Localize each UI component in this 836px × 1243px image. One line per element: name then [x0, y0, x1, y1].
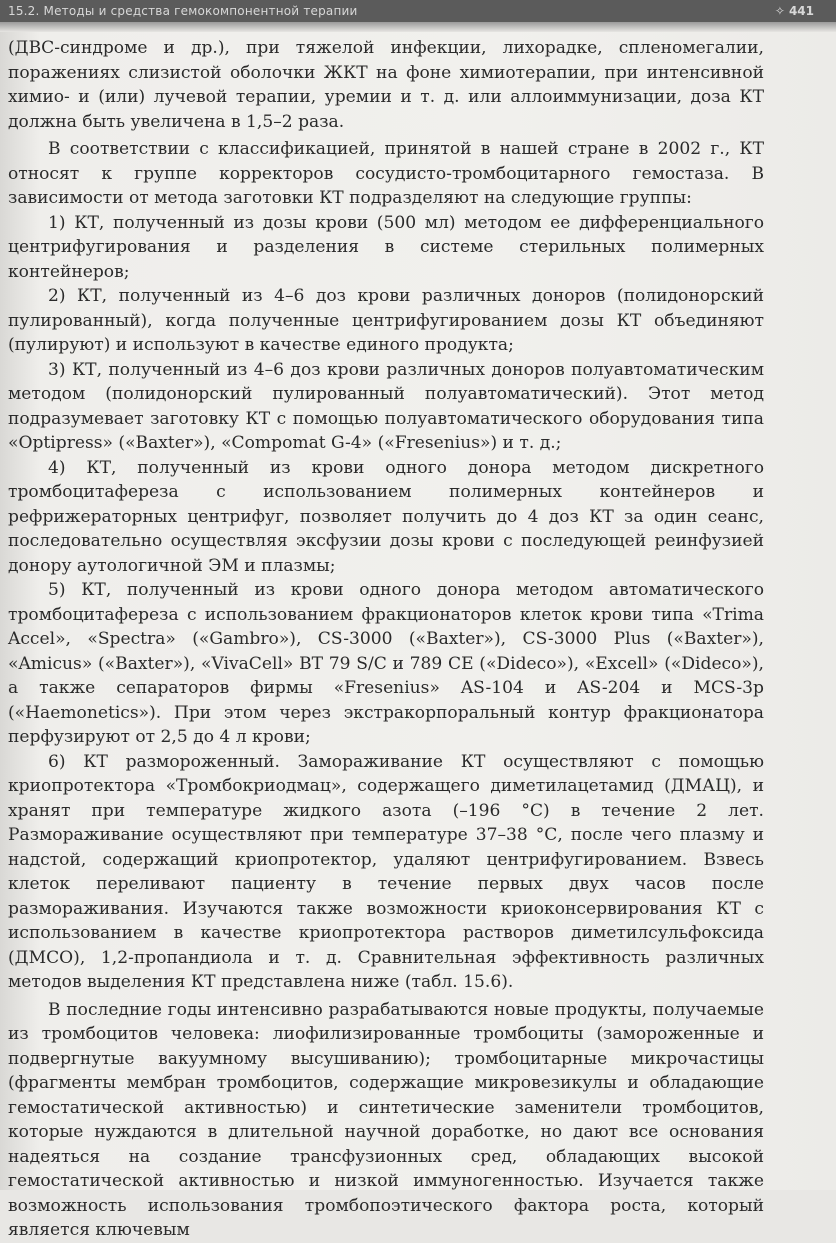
paragraph: (ДВС-синдроме и др.), при тяжелой инфекции, лихорадке, спленомегалии, поражениях слизистой оболочки ЖКТ на фоне химиотерапии, при интенсивной химио- и (или) лучевой терапии, уремии и т. д. или аллоиммунизации, доза КТ должна быть увеличена в 1,5–2 раза. [8, 38, 764, 132]
header-rule [0, 22, 836, 32]
page-header [0, 0, 836, 22]
list-item: 5) КТ, полученный из крови одного донора методом автоматического тромбоцитафереза с использованием фракционаторов клеток крови типа «Trima Accel», «Spectra» («Gambro»), CS-3000 («Baxter»), CS-3000 Plus («Baxter»), «Amicus» («Baxter»), «VivaCell» BT 79 S/C и 789 CE («Dideco»), «Excell» («Dideco»), а также сепараторов фирмы «Fresenius» AS-104 и AS-204 и MCS-3p («Haemonetics»). При этом через экстракорпоральный контур фракционатора перфузируют от 2,5 до 4 л крови; [8, 580, 764, 747]
list-item: 2) КТ, полученный из 4–6 доз крови различных доноров (полидонорский пулированный), когда полученные центрифугированием дозы КТ объединяют (пулируют) и используют в качестве единого продукта; [8, 286, 764, 355]
page-number: 441 [788, 4, 814, 18]
page-number-block [775, 0, 814, 22]
list-item: 4) КТ, полученный из крови одного донора методом дискретного тромбоцитафереза с использованием полимерных контейнеров и рефрижераторных центрифуг, позволяет получить до 4 доз КТ за один сеанс, последовательно осуществляя эксфузии дозы крови с последующей реинфузией донору аутологичной ЭМ и плазмы; [8, 457, 764, 576]
paragraph: В соответствии с классификацией, принятой в нашей стране в 2002 г., КТ относят к группе корректоров сосудисто-тромбоцитарного гемостаза. В зависимости от метода заготовки КТ подразделяют на следующие группы: [8, 139, 764, 208]
diamond-icon: ✧ [774, 4, 785, 18]
running-title: 15.2. Методы и средства гемокомпонентной терапии [8, 4, 358, 18]
list-item: 1) КТ, полученный из дозы крови (500 мл) методом ее дифференциального центрифугирования и разделения в системе стерильных полимерных контейнеров; [8, 212, 764, 282]
list-item: 6) КТ размороженный. Замораживание КТ осуществляют с помощью криопротектора «Тромбокриодмац», содержащего диметилацетамид (ДМАЦ), и хранят при температуре жидкого азота (–196 °С) в течение 2 лет. Размораживание осуществляют при температуре 37–38 °С, после чего плазму и надстой, содержащий криопротектор, удаляют центрифугированием. Взвесь клеток переливают пациенту в течение первых двух часов после размораживания. Изучаются также возможности криоконсервирования КТ с использованием в качестве криопротектора растворов диметилсульфоксида (ДМСО), 1,2-пропандиола и т. д. Сравнительная эффективность различных методов выделения КТ представлена ниже (табл. 15.6). [8, 751, 764, 992]
paragraph: В последние годы интенсивно разрабатываются новые продукты, получаемые из тромбоцитов человека: лиофилизированные тромбоциты (замороженные и подвергнутые вакуумному высушиванию); тромбоцитарные микрочастицы (фрагменты мембран тромбоцитов, содержащие микровезикулы и обладающие гемостатической активностью) и синтетические заменители тромбоцитов, которые нуждаются в длительной научной доработке, но дают все основания надеяться на создание трансфузионных сред, обладающих высокой гемостатической активностью и низкой иммуногенностью. Изучается также возможность использования тромбопоэтического фактора роста, который является ключевым [8, 999, 764, 1240]
list-item: 3) КТ, полученный из 4–6 доз крови различных доноров полуавтоматическим методом (полидонорский пулированный полуавтоматический). Этот метод подразумевает заготовку КТ с помощью полуавтоматического оборудования типа «Optipress» («Baxter»), «Compomat G-4» («Fresenius») и т. д.; [8, 359, 764, 453]
page-body [8, 36, 764, 1243]
